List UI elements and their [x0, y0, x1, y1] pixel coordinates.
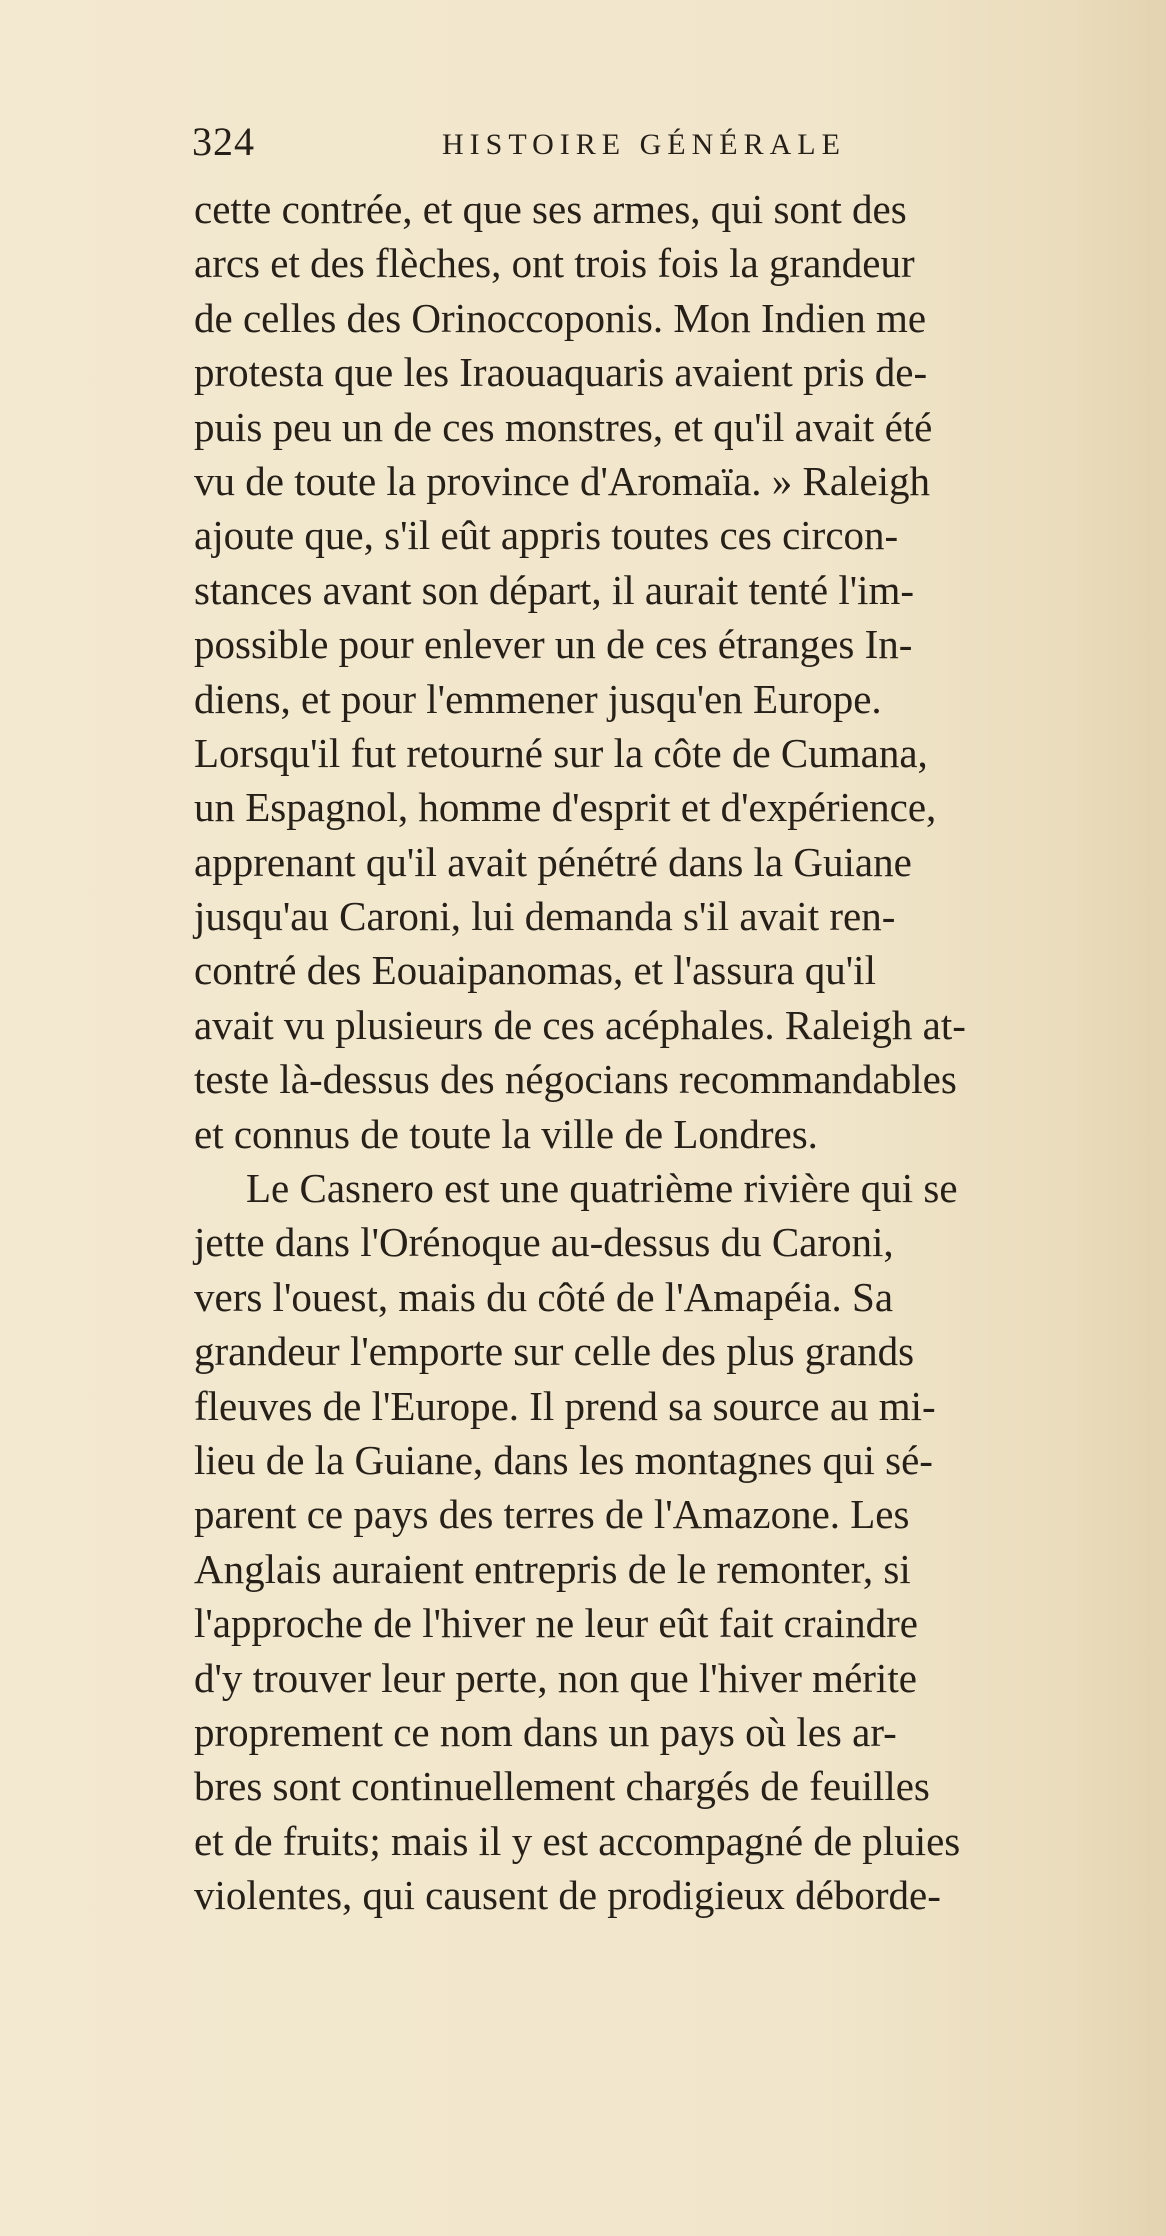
paragraph-start-line: Le Casnero est une quatrième rivière qui se	[246, 1165, 958, 1212]
text-line: parent ce pays des terres de l'Amazone. Les	[194, 1491, 910, 1538]
text-line: jusqu'au Caroni, lui demanda s'il avait ren-	[194, 893, 896, 940]
text-line: Lorsqu'il fut retourné sur la côte de Cumana,	[194, 729, 928, 776]
text-line: violentes, qui causent de prodigieux déborde-	[194, 1872, 941, 1919]
body-text	[194, 182, 1154, 1923]
text-line: diens, et pour l'emmener jusqu'en Europe.	[194, 675, 882, 722]
text-line: stances avant son départ, il aurait tenté l'im-	[194, 566, 915, 613]
text-line: cette contrée, et que ses armes, qui sont des	[194, 186, 907, 232]
running-title: HISTOIRE GÉNÉRALE	[442, 128, 846, 161]
text-line: protesta que les Iraouaquaris avaient pris de-	[194, 349, 928, 396]
text-line: ajoute que, s'il eût appris toutes ces circon-	[194, 512, 899, 559]
text-line: de celles des Orinoccoponis. Mon Indien me	[194, 294, 927, 341]
text-line: vers l'ouest, mais du côté de l'Amapéia. Sa	[194, 1273, 894, 1320]
page-header	[192, 118, 1122, 170]
text-line: lieu de la Guiane, dans les montagnes qui sé-	[194, 1436, 933, 1483]
text-line: proprement ce nom dans un pays où les ar-	[194, 1708, 897, 1755]
text-line: apprenant qu'il avait pénétré dans la Guiane	[194, 838, 912, 885]
text-line: vu de toute la province d'Aromaïa. » Raleigh	[194, 457, 931, 504]
text-line: possible pour enlever un de ces étranges In-	[194, 621, 913, 668]
text-line: et de fruits; mais il y est accompagné de pluies	[194, 1817, 961, 1864]
text-line: puis peu un de ces monstres, et qu'il avait été	[194, 403, 933, 450]
text-line: jette dans l'Orénoque au-dessus du Caroni,	[194, 1219, 894, 1266]
text-line: bres sont continuellement chargés de feuilles	[194, 1763, 930, 1810]
text-line: d'y trouver leur perte, non que l'hiver mérite	[194, 1654, 917, 1701]
text-line: fleuves de l'Europe. Il prend sa source au mi-	[194, 1382, 936, 1429]
text-line: arcs et des flèches, ont trois fois la grandeur	[194, 240, 915, 287]
text-line: et connus de toute la ville de Londres.	[194, 1110, 818, 1157]
text-line: avait vu plusieurs de ces acéphales. Raleigh at-	[194, 1001, 966, 1048]
text-line: un Espagnol, homme d'esprit et d'expérience,	[194, 784, 937, 831]
text-line: grandeur l'emporte sur celle des plus grands	[194, 1328, 915, 1375]
text-line: contré des Eouaipanomas, et l'assura qu'il	[194, 947, 876, 994]
text-line: Anglais auraient entrepris de le remonter, si	[194, 1545, 911, 1592]
page-number: 324	[192, 119, 255, 164]
text-line: l'approche de l'hiver ne leur eût fait craindre	[194, 1600, 918, 1647]
text-line: teste là-dessus des négocians recommandables	[194, 1056, 957, 1103]
